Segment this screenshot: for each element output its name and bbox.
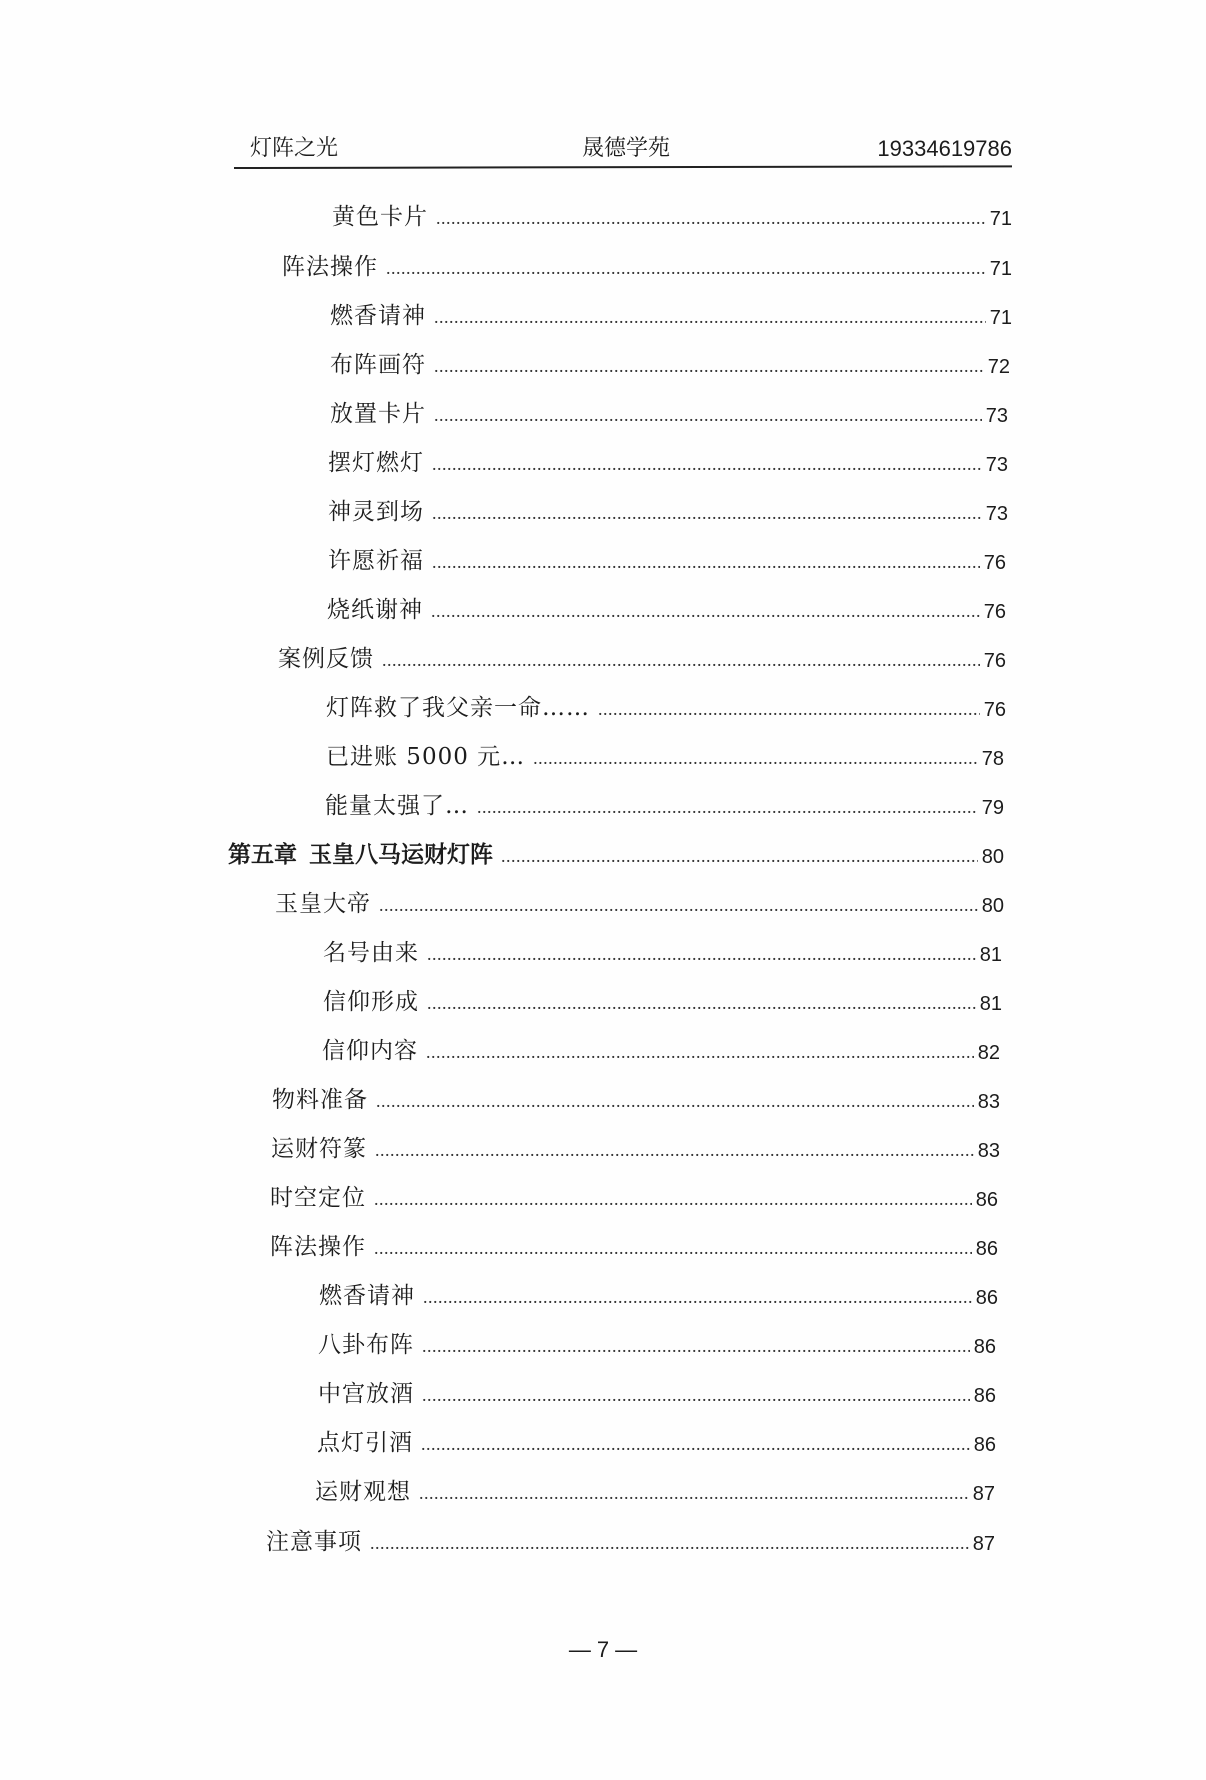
toc-entry-page: 76: [983, 552, 1006, 574]
toc-leader-dots: [376, 1090, 974, 1112]
toc-entry: [330, 393, 1008, 429]
toc-entry-title: 燃香请神: [319, 1283, 415, 1309]
toc-entry-title: 放置卡片: [330, 401, 426, 427]
toc-entry-title: 案例反馈: [278, 646, 374, 672]
toc-entry-title: 黄色卡片: [332, 204, 428, 230]
toc-leader-dots: [419, 1482, 969, 1504]
toc-entry: [282, 246, 1012, 282]
toc-entry-page: 71: [989, 258, 1012, 280]
toc-entry-page: 86: [975, 1189, 998, 1211]
toc-chapter-entry: [228, 834, 1004, 870]
toc-entry-page: 76: [983, 699, 1006, 721]
toc-entry-page: 86: [975, 1238, 998, 1260]
header-rule: [234, 165, 1012, 169]
toc-entry: [330, 295, 1012, 331]
toc-entry-page: 79: [981, 797, 1004, 819]
toc-entry-page: 80: [981, 895, 1004, 917]
toc-entry-title: 运财观想: [315, 1479, 411, 1505]
toc-entry: [332, 196, 1012, 232]
toc-entry-title: 玉皇大帝: [275, 891, 371, 917]
toc-entry: [317, 1422, 996, 1458]
toc-entry: [319, 1275, 998, 1311]
toc-entry-page: 78: [981, 748, 1004, 770]
toc-entry-title: 物料准备: [272, 1087, 368, 1113]
toc-entry-page: 73: [985, 503, 1008, 525]
toc-entry: [270, 1226, 998, 1262]
toc-leader-dots: [533, 747, 978, 769]
toc-leader-dots: [427, 992, 976, 1014]
toc-entry-title: 时空定位: [270, 1185, 366, 1211]
toc-leader-dots: [598, 698, 980, 720]
toc-leader-dots: [423, 1286, 972, 1308]
toc-entry: [315, 1471, 995, 1507]
toc-leader-dots: [422, 1384, 970, 1406]
toc-chapter-title: [228, 840, 493, 870]
toc-entry-title: 烧纸谢神: [327, 597, 423, 623]
toc-entry: [323, 932, 1002, 968]
page-footer: — 7 —: [568, 1637, 638, 1662]
toc-leader-dots: [382, 649, 980, 671]
toc-entry-page: 76: [983, 601, 1006, 623]
toc-leader-dots: [374, 1237, 972, 1259]
toc-entry-title: 阵法操作: [282, 254, 378, 280]
toc-entry-page: 71: [989, 307, 1012, 329]
toc-entry: [270, 1177, 998, 1213]
toc-entry-title: 点灯引酒: [317, 1430, 413, 1456]
toc-leader-dots: [370, 1532, 969, 1554]
toc-entry-title: 运财符篆: [271, 1136, 367, 1162]
toc-leader-dots: [434, 404, 982, 426]
toc-leader-dots: [386, 257, 986, 279]
toc-entry-title: 神灵到场: [328, 499, 424, 525]
header-phone-number: 19334619786: [877, 136, 1012, 161]
chapter-number: 第五章: [228, 841, 297, 868]
toc-leader-dots: [422, 1335, 970, 1357]
toc-entry-title: 布阵画符: [330, 352, 426, 378]
toc-leader-dots: [421, 1433, 970, 1455]
toc-entry-page: 83: [977, 1091, 1000, 1113]
toc-entry-page: 86: [973, 1385, 996, 1407]
header-book-title: 灯阵之光: [250, 136, 339, 161]
toc-entry: [326, 736, 1004, 772]
toc-entry-title: 灯阵救了我父亲一命……: [326, 695, 590, 721]
toc-entry-page: 73: [985, 405, 1008, 427]
toc-entry: [323, 981, 1002, 1017]
toc-entry: [328, 491, 1008, 527]
header-publisher: 晟德学苑: [582, 136, 671, 161]
toc-entry-title: 八卦布阵: [318, 1332, 414, 1358]
chapter-name: 玉皇八马运财灯阵: [309, 841, 493, 868]
toc-entry: [266, 1521, 995, 1557]
toc-leader-dots: [436, 207, 986, 229]
toc-entry: [328, 540, 1006, 576]
toc-entry: [326, 687, 1006, 723]
toc-entry-title: 摆灯燃灯: [328, 450, 424, 476]
toc-entry-title: 能量太强了…: [325, 793, 469, 819]
toc-leader-dots: [374, 1188, 972, 1210]
toc-entry: [322, 1030, 1000, 1066]
page-number: 7: [596, 1637, 610, 1662]
toc-entry-title: 注意事项: [266, 1529, 362, 1555]
toc-entry-page: 81: [979, 944, 1002, 966]
toc-entry-title: 信仰内容: [322, 1038, 418, 1064]
toc-entry-page: 86: [975, 1287, 998, 1309]
toc-leader-dots: [427, 943, 976, 965]
toc-leader-dots: [375, 1139, 974, 1161]
toc-leader-dots: [426, 1041, 974, 1063]
toc-entry-title: 燃香请神: [330, 303, 426, 329]
toc-entry-page: 86: [973, 1434, 996, 1456]
toc-entry-page: 81: [979, 993, 1002, 1015]
running-header: [234, 134, 1012, 168]
toc-entry: [318, 1373, 996, 1409]
toc-entry-title: 信仰形成: [323, 989, 419, 1015]
toc-entry-title: 中宫放酒: [318, 1381, 414, 1407]
toc-leader-dots: [434, 306, 986, 328]
toc-entry: [272, 1079, 1000, 1115]
toc-leader-dots: [434, 355, 984, 377]
toc-entry-page: 76: [983, 650, 1006, 672]
toc-entry: [330, 344, 1010, 380]
toc-leader-dots: [431, 600, 980, 622]
toc-entry-title: 名号由来: [323, 940, 419, 966]
toc-entry-title: 已进账 5000 元…: [326, 744, 526, 770]
toc-entry-page: 82: [977, 1042, 1000, 1064]
toc-entry-page: 87: [972, 1533, 995, 1555]
toc-entry-page: 87: [972, 1483, 995, 1505]
toc-leader-dots: [432, 453, 982, 475]
toc-entry: [328, 442, 1008, 478]
toc-entry-page: 80: [981, 846, 1004, 868]
toc-entry-title: 许愿祈福: [328, 548, 424, 574]
toc-entry-page: 86: [973, 1336, 996, 1358]
toc-leader-dots: [379, 894, 978, 916]
toc-leader-dots: [501, 845, 978, 867]
toc-leader-dots: [432, 551, 980, 573]
toc-entry: [275, 883, 1004, 919]
toc-entry: [278, 638, 1006, 674]
toc-entry-page: 72: [987, 356, 1010, 378]
toc-entry: [271, 1128, 1000, 1164]
toc-entry-page: 73: [985, 454, 1008, 476]
toc-leader-dots: [477, 796, 978, 818]
toc-entry-page: 71: [989, 208, 1012, 230]
toc-entry: [325, 785, 1004, 821]
toc-entry: [327, 589, 1006, 625]
toc-entry-title: 阵法操作: [270, 1234, 366, 1260]
toc-leader-dots: [432, 502, 982, 524]
toc-entry-page: 83: [977, 1140, 1000, 1162]
toc-entry: [318, 1324, 996, 1360]
